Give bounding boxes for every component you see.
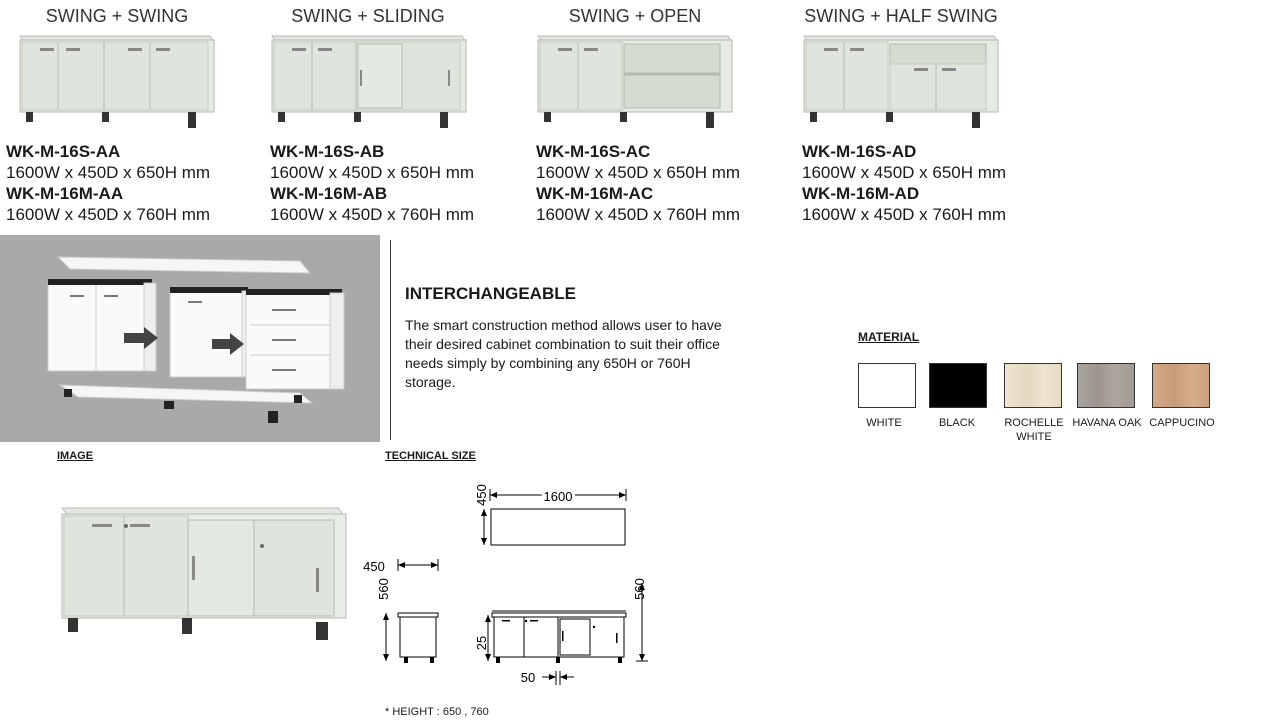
swatch-havana-oak	[1077, 363, 1135, 408]
height-note: * HEIGHT : 650 , 760	[385, 706, 489, 718]
product-dimensions: 1600W x 450D x 760H mm	[6, 205, 211, 224]
product-code: WK-M-16S-AC	[536, 142, 651, 161]
product-code: WK-M-16M-AB	[270, 184, 388, 203]
swatch-black	[929, 363, 987, 408]
dim-top-width: 1600	[543, 489, 573, 504]
product-dimensions: 1600W x 450D x 650H mm	[536, 163, 741, 182]
product-dimensions: 1600W x 450D x 760H mm	[270, 205, 475, 224]
variant-spec-swing-sliding	[270, 142, 474, 226]
product-dimensions: 1600W x 450D x 650H mm	[6, 163, 211, 182]
interchangeable-title: INTERCHANGEABLE	[405, 284, 576, 303]
product-dimensions: 1600W x 450D x 650H mm	[802, 163, 1007, 182]
swatch-white	[858, 363, 916, 408]
material-title: MATERIAL	[858, 330, 920, 344]
product-code: WK-M-16S-AB	[270, 142, 385, 161]
dim-leg: 50	[520, 670, 536, 685]
swatch-label-cappucino: CAPPUCINO	[1149, 417, 1215, 429]
exploded-cabinet-diagram	[0, 235, 380, 442]
swatch-label-rochelle-white: ROCHELLE WHITE	[1004, 417, 1064, 443]
variant-title-swing-swing: SWING + SWING	[45, 6, 189, 26]
swatch-label-havana-oak: HAVANA OAK	[1072, 417, 1142, 429]
variant-title-swing-open: SWING + OPEN	[568, 6, 702, 26]
swatch-cappucino	[1152, 363, 1210, 408]
technical-size-title: TECHNICAL SIZE	[385, 450, 476, 462]
dim-side-height: 560	[376, 578, 391, 600]
product-image	[58, 498, 353, 640]
variant-spec-swing-swing	[6, 142, 210, 226]
interchangeable-description: The smart construction method allows user to have their desired cabinet combination to suit their office needs simply by combining any 650H or 760H storage.	[405, 317, 722, 390]
product-dimensions: 1600W x 450D x 760H mm	[536, 205, 741, 224]
dim-plinth: 25	[474, 635, 489, 651]
image-section-title: IMAGE	[57, 450, 94, 462]
product-dimensions: 1600W x 450D x 760H mm	[802, 205, 1007, 224]
cabinet-image-swing-swing	[18, 32, 218, 130]
product-dimensions: 1600W x 450D x 650H mm	[270, 163, 475, 182]
swatch-label-white: WHITE	[866, 417, 902, 429]
cabinet-image-swing-sliding	[270, 32, 470, 130]
product-code: WK-M-16S-AD	[802, 142, 917, 161]
technical-drawing	[360, 465, 660, 690]
product-code: WK-M-16M-AD	[802, 184, 920, 203]
cabinet-image-swing-open	[536, 32, 736, 130]
variant-spec-swing-open	[536, 142, 740, 226]
product-code: WK-M-16M-AC	[536, 184, 654, 203]
dim-front-height: 560	[632, 578, 647, 600]
variant-spec-swing-half-swing	[802, 142, 1006, 226]
product-code: WK-M-16S-AA	[6, 142, 121, 161]
swatch-rochelle-white	[1004, 363, 1062, 408]
variant-title-swing-half-swing: SWING + HALF SWING	[804, 6, 998, 26]
dim-side-depth: 450	[363, 559, 385, 574]
divider	[390, 240, 391, 440]
dim-top-depth: 450	[474, 484, 489, 506]
product-code: WK-M-16M-AA	[6, 184, 124, 203]
swatch-label-black: BLACK	[938, 417, 976, 429]
cabinet-image-swing-half-swing	[802, 32, 1002, 130]
variant-title-swing-sliding: SWING + SLIDING	[291, 6, 445, 26]
